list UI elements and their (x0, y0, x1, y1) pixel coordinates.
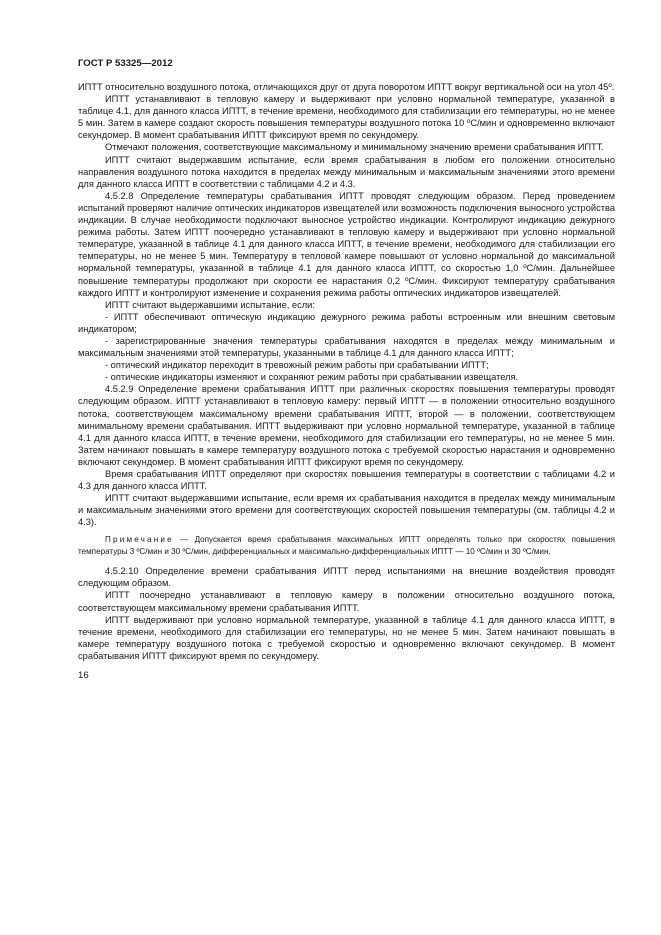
list-item: - оптический индикатор переходит в тревожный режим работы при срабатывании ИПТТ; (105, 360, 489, 371)
section-4-5-2-10: 4.5.2.10 Определение времени срабатывания ИПТТ перед испытаниями на внешние воздействия проводят следующим образом. (78, 566, 615, 589)
note-label: Примечание (105, 535, 174, 545)
note-text: — Допускается время срабатывания максимальных ИПТТ определять только при скоростях повышения температуры 3 ºС/мин и 30 ºС/мин, дифференциальных и максимально-дифференциальных ИПТТ — 10 ºС/мин и 30 ºС/мин. (78, 535, 615, 556)
section-4-5-2-8: 4.5.2.8 Определение температуры срабатывания ИПТТ проводят следующим образом. Перед проведением испытаний проверяют наличие оптических индикаторов извещателей или возможность подключения выносного устройства индикации. В случае необходимости подключают выносное устройство индикации. Контролируют индикацию дежурного режима работы. Затем ИПТТ поочередно устанавливают в тепловую камеру и выдерживают при условно нормальной температуре, указанной в таблице 4.1 для данного класса ИПТТ, в течение времени, необходимого для стабилизации его температуры, но не менее 5 мин. Температуру в тепловой камере повышают от условно нормальной до максимальной нормальной температуры, указанной в таблице 4.1 для данного класса ИПТТ, со скоростью 1,0 ºС/мин. Дальнейшее повышение температуры продолжают при скорости ее нарастания 0,2 ºС/мин. Фиксируют температуру срабатывания каждого ИПТТ и контролируют изменение и сохранения режима работы оптических индикаторов извещателей. (78, 190, 615, 298)
list-item: - оптические индикаторы изменяют и сохраняют режим работы при срабатывании извещателя. (105, 372, 519, 383)
note (78, 534, 615, 557)
paragraph: ИПТТ выдерживают при условно нормальной температуре, указанной в таблице 4.1 для данного класса ИПТТ, в течение времени, необходимого для стабилизации его температуры, но не менее 5 мин. Затем начинают повышать в камере температуру воздушного потока с требуемой скоростью и одновременно включают секундомер. В момент срабатывания ИПТТ фиксируют время по секундомеру. (78, 614, 615, 661)
document-body (78, 81, 615, 662)
list-item: - ИПТТ обеспечивают оптическую индикацию дежурного режима работы встроенным или внешним световым индикатором; (78, 311, 615, 334)
paragraph: ИПТТ устанавливают в тепловую камеру и выдерживают при условно нормальной температуре, указанной в таблице 4.1, для данного класса ИПТТ, в течение времени, необходимого для стабилизации его температуры, но не менее 5 мин. Затем в камере создают скорость повышения температуры воздушного потока 10 ºС/мин и одновременно включают секундомер. В момент срабатывания ИПТТ фиксируют время по секундомеру. (78, 94, 615, 141)
document-header: ГОСТ Р 53325—2012 (78, 58, 173, 69)
paragraph: Отмечают положения, соответствующие максимальному и минимальному значению времени срабатывания ИПТТ. (105, 142, 604, 153)
paragraph: ИПТТ поочередно устанавливают в тепловую камеру в положении относительно воздушного потока, соответствующем максимальному времени срабатывания ИПТТ. (78, 590, 615, 613)
paragraph: ИПТТ считают выдержавшими испытание, если время их срабатывания находится в пределах между минимальным и максимальным значениями этого времени для соответствующих скоростей повышения температуры (см. таблицы 4.2 и 4.3). (78, 493, 615, 528)
paragraph: ИПТТ считают выдержавшим испытание, если время срабатывания в любом его положении относительно направления воздушного потока находится в пределах между минимальным и максимальным значениями этого времени для данного класса ИПТТ в соответствии с таблицами 4.2 и 4.3. (78, 154, 615, 189)
paragraph-continuation: ИПТТ относительно воздушного потока, отличающихся друг от друга поворотом ИПТТ вокруг вертикальной оси на угол 45º. (78, 82, 615, 92)
paragraph: Время срабатывания ИПТТ определяют при скоростях повышения температуры в соответствии с таблицами 4.2 и 4.3 для данного класса ИПТТ. (78, 469, 615, 492)
page-number: 16 (78, 670, 89, 682)
section-4-5-2-9: 4.5.2.9 Определение времени срабатывания ИПТТ при различных скоростях повышения температуры проводят следующим образом. ИПТТ устанавливают в тепловую камеру: первый ИПТТ — в положении относительно воздушного потока, соответствующем максимальному времени срабатывания ИПТТ, второй — в положении, соответствующем минимальному времени срабатывания. ИПТТ выдерживают при условно нормальной температуре, указанной в таблице 4.1 для данного класса ИПТТ, в течение времени, необходимого для стабилизации его температуры, но не менее 5 мин. Затем начинают повышать в камере температуру воздушного потока с требуемой скоростью нарастания и одновременно включают секундомер. В момент срабатывания ИПТТ фиксируют время по секундомеру. (78, 384, 615, 467)
document-page (78, 58, 615, 682)
list-item: - зарегистрированные значения температуры срабатывания находятся в пределах между минимальным и максимальным значениями этой температуры, указанными в таблице 4.1 для данного класса ИПТТ; (78, 335, 615, 359)
paragraph: ИПТТ считают выдержавшими испытание, если: (105, 299, 315, 310)
